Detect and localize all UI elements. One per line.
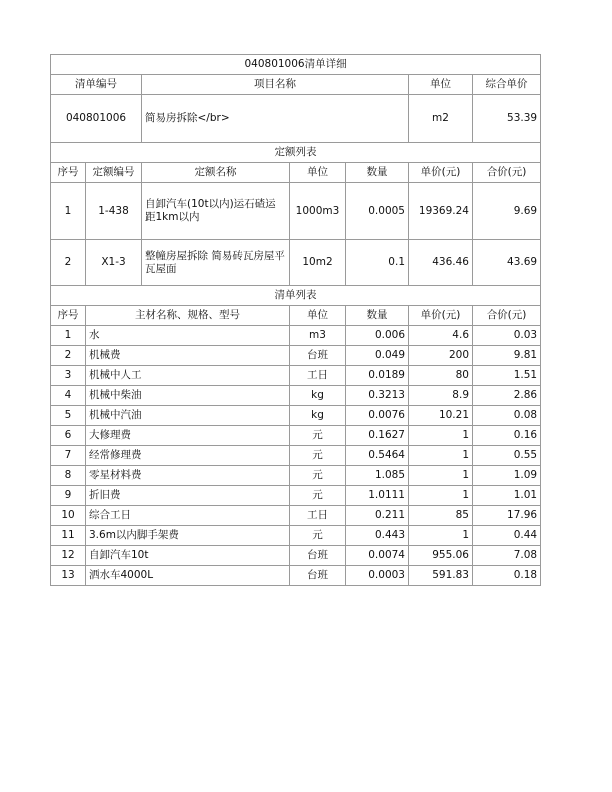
material-qty: 0.443 bbox=[346, 526, 409, 546]
material-total: 1.01 bbox=[473, 486, 541, 506]
quota-code: 1-438 bbox=[86, 183, 142, 240]
material-header-cell: 主材名称、规格、型号 bbox=[86, 306, 290, 326]
quota-seq: 1 bbox=[51, 183, 86, 240]
title-row bbox=[51, 55, 541, 75]
quota-row bbox=[51, 183, 541, 240]
material-unit: kg bbox=[290, 406, 346, 426]
quota-total: 43.69 bbox=[473, 240, 541, 286]
material-seq: 4 bbox=[51, 386, 86, 406]
material-total: 2.86 bbox=[473, 386, 541, 406]
material-qty: 0.049 bbox=[346, 346, 409, 366]
material-seq: 11 bbox=[51, 526, 86, 546]
material-row bbox=[51, 566, 541, 586]
quota-unit-price: 436.46 bbox=[409, 240, 473, 286]
material-unit-price: 1 bbox=[409, 526, 473, 546]
quota-header-cell: 数量 bbox=[346, 163, 409, 183]
material-name: 3.6m以内脚手架费 bbox=[86, 526, 290, 546]
quota-qty: 0.1 bbox=[346, 240, 409, 286]
quota-header-cell: 定额名称 bbox=[142, 163, 290, 183]
material-total: 0.18 bbox=[473, 566, 541, 586]
material-name: 零星材料费 bbox=[86, 466, 290, 486]
material-unit-price: 200 bbox=[409, 346, 473, 366]
material-unit-price: 80 bbox=[409, 366, 473, 386]
material-unit-price: 955.06 bbox=[409, 546, 473, 566]
material-name: 机械费 bbox=[86, 346, 290, 366]
material-row bbox=[51, 446, 541, 466]
material-unit-price: 8.9 bbox=[409, 386, 473, 406]
material-seq: 6 bbox=[51, 426, 86, 446]
material-seq: 13 bbox=[51, 566, 86, 586]
material-name: 大修理费 bbox=[86, 426, 290, 446]
material-unit-price: 1 bbox=[409, 426, 473, 446]
material-unit-price: 591.83 bbox=[409, 566, 473, 586]
material-unit: 台班 bbox=[290, 546, 346, 566]
quota-unit-price: 19369.24 bbox=[409, 183, 473, 240]
quota-qty: 0.0005 bbox=[346, 183, 409, 240]
material-name: 机械中人工 bbox=[86, 366, 290, 386]
material-unit: kg bbox=[290, 386, 346, 406]
material-seq: 8 bbox=[51, 466, 86, 486]
material-unit-price: 10.21 bbox=[409, 406, 473, 426]
material-qty: 1.085 bbox=[346, 466, 409, 486]
material-name: 折旧费 bbox=[86, 486, 290, 506]
quota-header-cell: 单位 bbox=[290, 163, 346, 183]
material-seq: 12 bbox=[51, 546, 86, 566]
bill-detail-table bbox=[50, 54, 541, 586]
material-header-cell: 单位 bbox=[290, 306, 346, 326]
material-name: 机械中汽油 bbox=[86, 406, 290, 426]
material-qty: 1.0111 bbox=[346, 486, 409, 506]
bill-detail-sheet bbox=[50, 54, 540, 586]
material-unit: 台班 bbox=[290, 346, 346, 366]
material-qty: 0.3213 bbox=[346, 386, 409, 406]
material-total: 9.81 bbox=[473, 346, 541, 366]
material-total: 0.08 bbox=[473, 406, 541, 426]
material-qty: 0.0003 bbox=[346, 566, 409, 586]
material-header-cell: 序号 bbox=[51, 306, 86, 326]
material-header-row bbox=[51, 306, 541, 326]
quota-seq: 2 bbox=[51, 240, 86, 286]
material-seq: 5 bbox=[51, 406, 86, 426]
material-header-cell: 合价(元) bbox=[473, 306, 541, 326]
material-unit: m3 bbox=[290, 326, 346, 346]
material-total: 7.08 bbox=[473, 546, 541, 566]
material-total: 1.51 bbox=[473, 366, 541, 386]
material-seq: 2 bbox=[51, 346, 86, 366]
material-unit-price: 1 bbox=[409, 446, 473, 466]
material-name: 经常修理费 bbox=[86, 446, 290, 466]
material-row bbox=[51, 526, 541, 546]
material-total: 1.09 bbox=[473, 466, 541, 486]
material-header-cell: 数量 bbox=[346, 306, 409, 326]
material-total: 0.03 bbox=[473, 326, 541, 346]
material-name: 综合工日 bbox=[86, 506, 290, 526]
material-unit: 元 bbox=[290, 426, 346, 446]
material-section-title-row bbox=[51, 286, 541, 306]
material-row bbox=[51, 426, 541, 446]
material-total: 0.44 bbox=[473, 526, 541, 546]
material-total: 17.96 bbox=[473, 506, 541, 526]
material-row bbox=[51, 546, 541, 566]
material-unit: 台班 bbox=[290, 566, 346, 586]
quota-header-cell: 序号 bbox=[51, 163, 86, 183]
material-total: 0.55 bbox=[473, 446, 541, 466]
unit-header: 单位 bbox=[409, 75, 473, 95]
material-qty: 0.0076 bbox=[346, 406, 409, 426]
material-unit-price: 1 bbox=[409, 486, 473, 506]
quota-header-cell: 单价(元) bbox=[409, 163, 473, 183]
material-seq: 3 bbox=[51, 366, 86, 386]
item-header-row bbox=[51, 75, 541, 95]
material-unit: 元 bbox=[290, 526, 346, 546]
quota-header-row bbox=[51, 163, 541, 183]
material-seq: 9 bbox=[51, 486, 86, 506]
material-unit: 工日 bbox=[290, 506, 346, 526]
price-header: 综合单价 bbox=[473, 75, 541, 95]
material-name: 机械中柴油 bbox=[86, 386, 290, 406]
material-row bbox=[51, 486, 541, 506]
material-row bbox=[51, 406, 541, 426]
item-name: 简易房拆除</br> bbox=[142, 95, 409, 143]
quota-header-cell: 定额编号 bbox=[86, 163, 142, 183]
material-total: 0.16 bbox=[473, 426, 541, 446]
quota-unit: 1000m3 bbox=[290, 183, 346, 240]
name-header: 项目名称 bbox=[142, 75, 409, 95]
material-unit: 元 bbox=[290, 466, 346, 486]
material-row bbox=[51, 326, 541, 346]
material-name: 洒水车4000L bbox=[86, 566, 290, 586]
item-price: 53.39 bbox=[473, 95, 541, 143]
material-unit-price: 4.6 bbox=[409, 326, 473, 346]
sheet-title: 040801006清单详细 bbox=[51, 55, 541, 75]
material-row bbox=[51, 466, 541, 486]
material-qty: 0.5464 bbox=[346, 446, 409, 466]
material-unit: 工日 bbox=[290, 366, 346, 386]
material-name: 水 bbox=[86, 326, 290, 346]
material-qty: 0.006 bbox=[346, 326, 409, 346]
quota-name: 自卸汽车(10t以内)运石碴运距1km以内 bbox=[142, 183, 290, 240]
quota-unit: 10m2 bbox=[290, 240, 346, 286]
code-header: 清单编号 bbox=[51, 75, 142, 95]
item-row bbox=[51, 95, 541, 143]
material-seq: 1 bbox=[51, 326, 86, 346]
material-header-cell: 单价(元) bbox=[409, 306, 473, 326]
material-seq: 7 bbox=[51, 446, 86, 466]
material-qty: 0.0074 bbox=[346, 546, 409, 566]
item-unit: m2 bbox=[409, 95, 473, 143]
material-unit-price: 1 bbox=[409, 466, 473, 486]
material-qty: 0.0189 bbox=[346, 366, 409, 386]
material-name: 自卸汽车10t bbox=[86, 546, 290, 566]
quota-code: X1-3 bbox=[86, 240, 142, 286]
item-code: 040801006 bbox=[51, 95, 142, 143]
material-section-title: 清单列表 bbox=[51, 286, 541, 306]
material-unit: 元 bbox=[290, 486, 346, 506]
material-qty: 0.1627 bbox=[346, 426, 409, 446]
material-row bbox=[51, 366, 541, 386]
material-row bbox=[51, 386, 541, 406]
quota-total: 9.69 bbox=[473, 183, 541, 240]
quota-section-title: 定额列表 bbox=[51, 143, 541, 163]
quota-section-title-row bbox=[51, 143, 541, 163]
material-unit: 元 bbox=[290, 446, 346, 466]
material-unit-price: 85 bbox=[409, 506, 473, 526]
quota-row bbox=[51, 240, 541, 286]
quota-name: 整幢房屋拆除 简易砖瓦房屋平瓦屋面 bbox=[142, 240, 290, 286]
material-seq: 10 bbox=[51, 506, 86, 526]
material-row bbox=[51, 506, 541, 526]
material-row bbox=[51, 346, 541, 366]
material-qty: 0.211 bbox=[346, 506, 409, 526]
quota-header-cell: 合价(元) bbox=[473, 163, 541, 183]
